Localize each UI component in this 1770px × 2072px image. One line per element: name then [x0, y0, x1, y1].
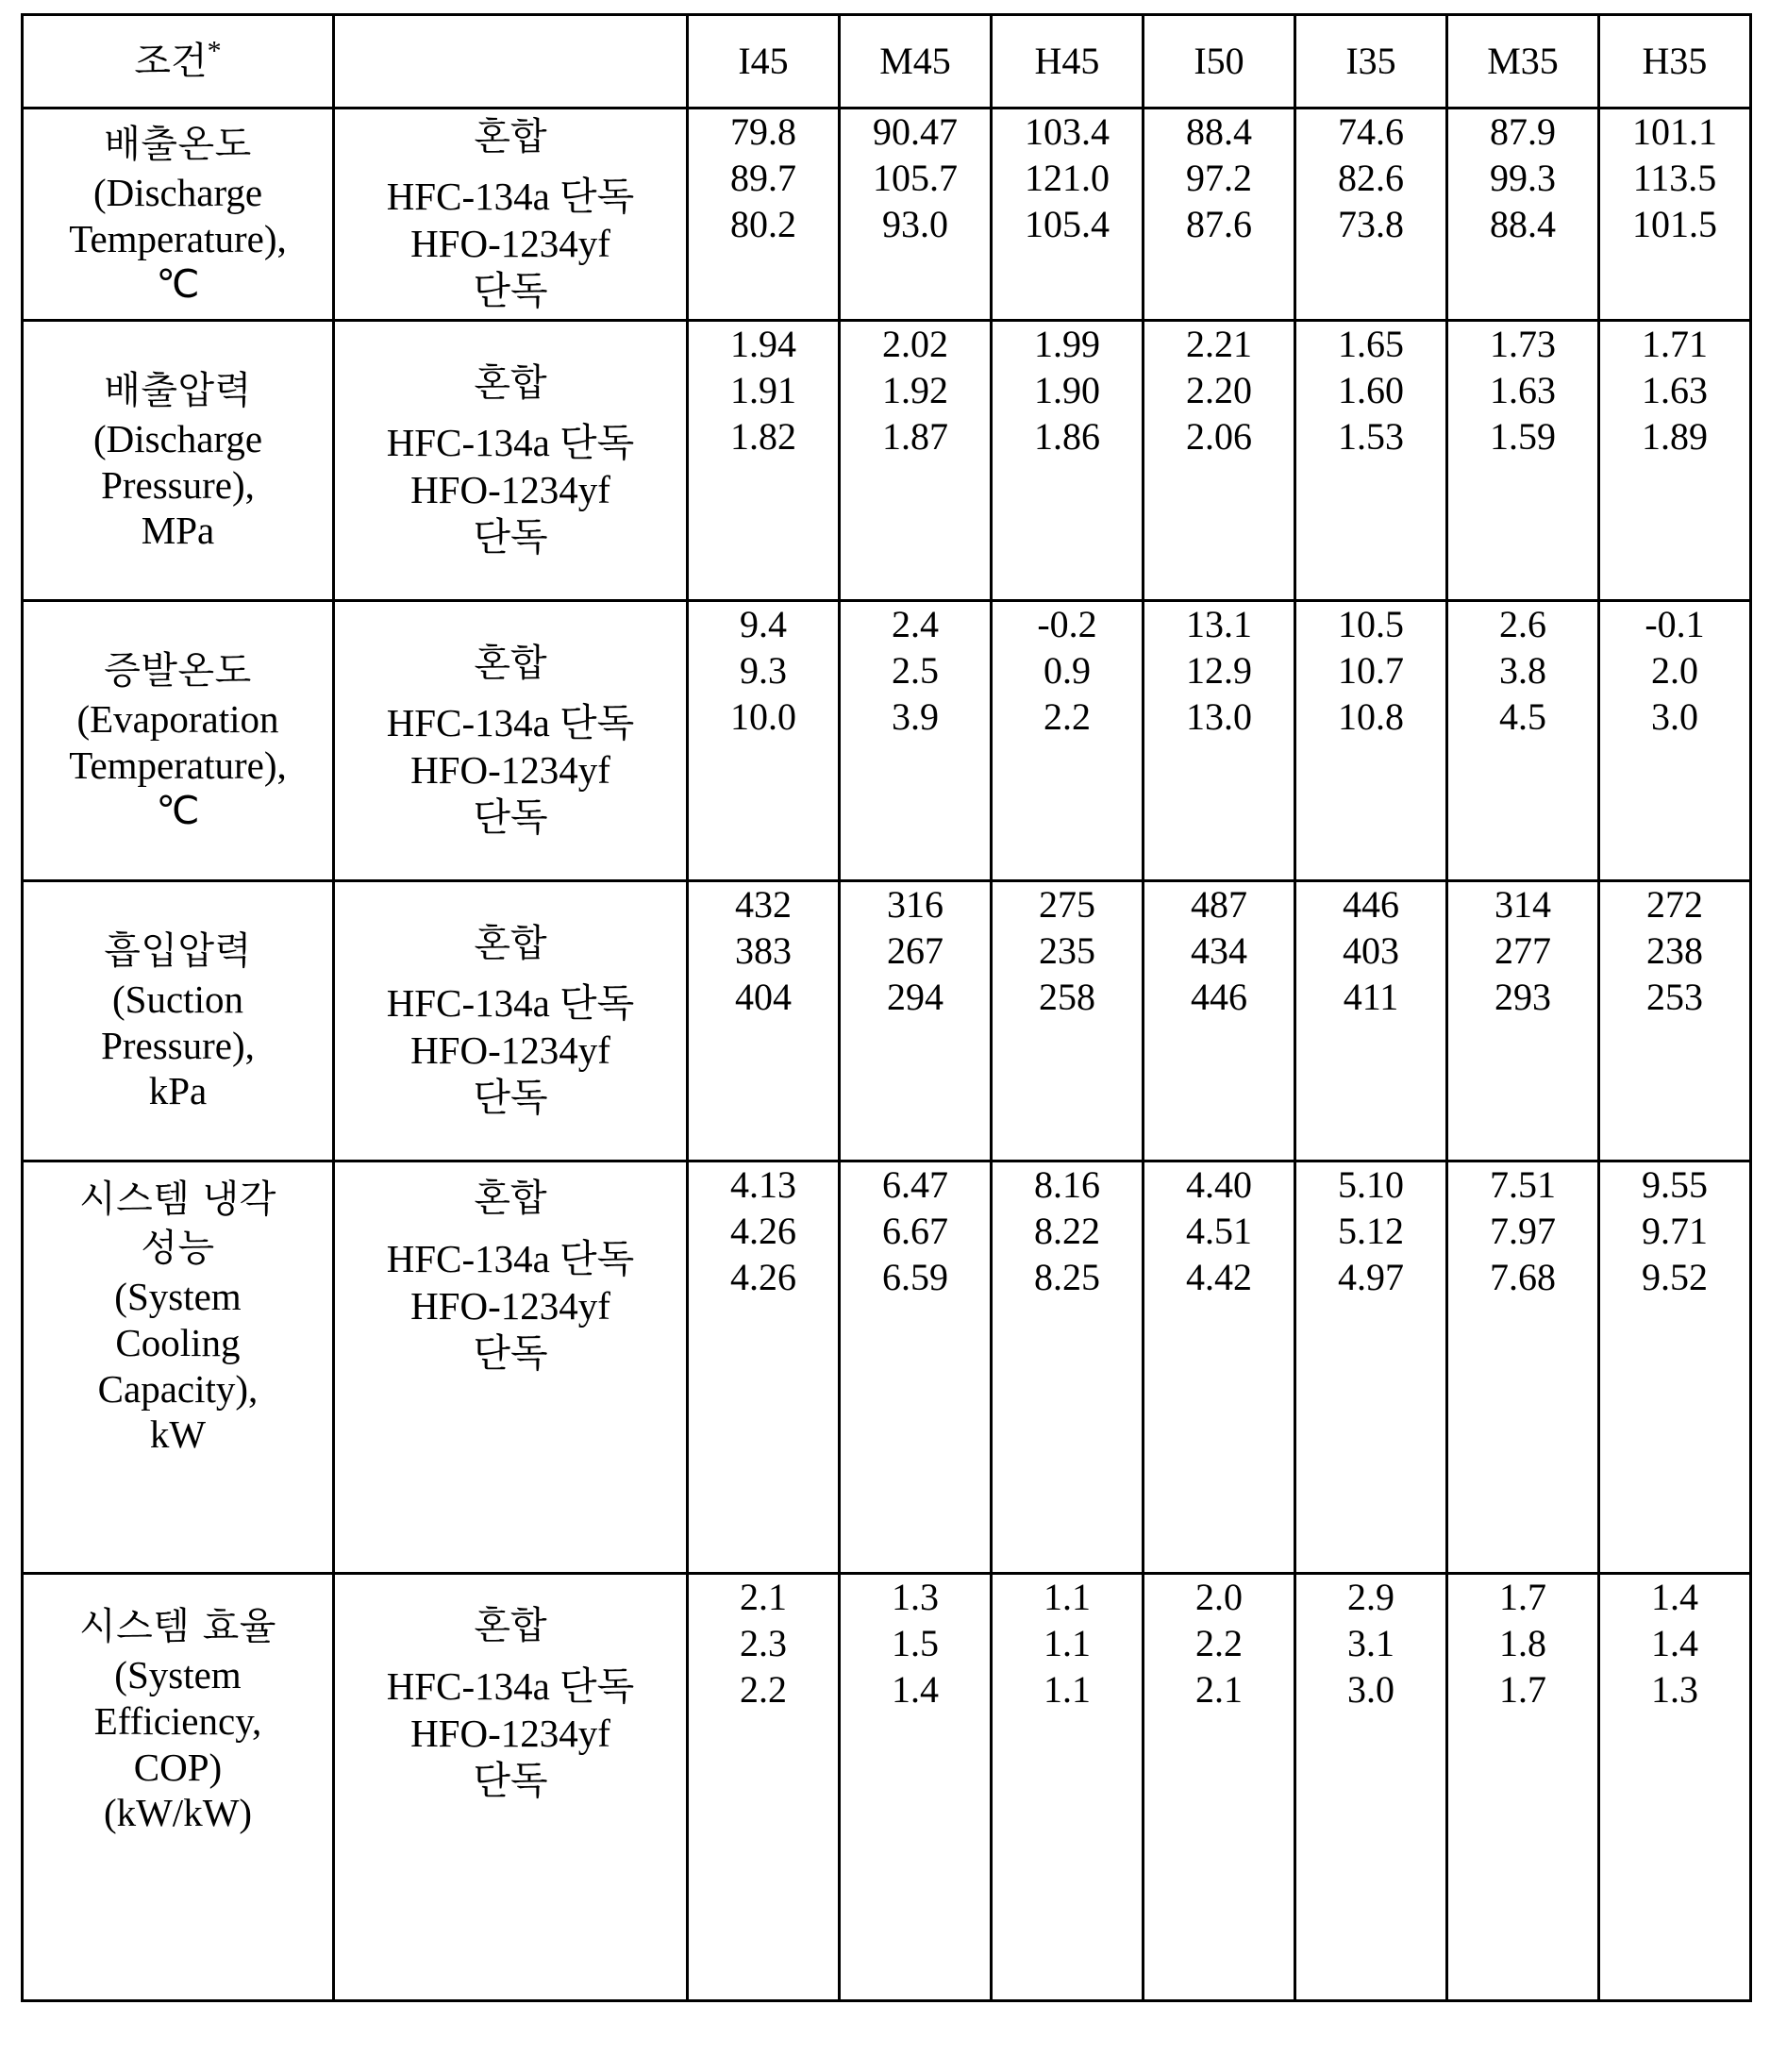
- performance-comparison-table: [21, 13, 1752, 2002]
- header-condition: [23, 15, 334, 109]
- data-value-mixture: 272: [1646, 883, 1703, 926]
- data-cell: [1295, 321, 1447, 601]
- row-label-en: (Suction: [112, 977, 243, 1021]
- data-value-mixture: 1.65: [1338, 323, 1404, 365]
- refrigerant-hfo1234yf-label: HFO-1234yf: [410, 468, 610, 512]
- refrigerant-mixture-label: 혼합: [474, 921, 547, 965]
- data-value-mixture: 446: [1343, 883, 1399, 926]
- data-cell: [1144, 601, 1295, 881]
- data-value-hfo1234yf: 3.9: [892, 694, 939, 738]
- data-value-hfc134a: 0.9: [1044, 648, 1091, 692]
- data-value-hfo1234yf: 1.59: [1490, 414, 1556, 458]
- row-label-en: (System: [114, 1275, 242, 1318]
- data-value-hfo1234yf: 294: [887, 975, 943, 1018]
- data-value-hfo1234yf: 9.52: [1642, 1255, 1708, 1298]
- data-cell: [1447, 1161, 1599, 1574]
- data-value-hfo1234yf: 1.7: [1499, 1667, 1546, 1711]
- data-value-hfo1234yf: 1.82: [730, 414, 796, 458]
- refrigerant-hfo1234yf-label: HFO-1234yf: [410, 748, 610, 793]
- data-cell: [840, 881, 992, 1161]
- data-cell: [1144, 881, 1295, 1161]
- data-value-mixture: 10.5: [1338, 603, 1404, 645]
- table-header: [23, 15, 1751, 109]
- data-value-mixture: 4.40: [1186, 1163, 1252, 1206]
- data-value-hfc134a: 6.67: [882, 1209, 948, 1252]
- data-cell: [688, 321, 840, 601]
- data-value-mixture: 8.16: [1034, 1163, 1100, 1206]
- row-label-ko: 시스템 냉각: [79, 1178, 276, 1221]
- data-value-hfc134a: 12.9: [1186, 648, 1252, 692]
- data-cell: [840, 321, 992, 601]
- refrigerant-hfc134a-label: HFC-134a 단독: [386, 701, 635, 745]
- data-cell: [688, 601, 840, 881]
- table-row: [23, 601, 1751, 881]
- data-value-hfo1234yf: 4.5: [1499, 694, 1546, 738]
- data-cell: [1295, 1161, 1447, 1574]
- data-value-hfc134a: 89.7: [730, 156, 796, 199]
- refrigerant-mixture-label: 혼합: [474, 641, 547, 685]
- data-value-hfc134a: 105.7: [873, 156, 958, 199]
- data-value-mixture: 2.21: [1186, 323, 1252, 365]
- data-cell: [1599, 881, 1751, 1161]
- data-cell: [688, 1161, 840, 1574]
- row-label-cell: [23, 321, 334, 601]
- data-value-hfo1234yf: 2.2: [740, 1667, 787, 1711]
- row-label-en: Temperature),: [69, 743, 287, 787]
- data-value-mixture: 1.73: [1490, 323, 1556, 365]
- refrigerant-mixture-label: 혼합: [474, 1177, 547, 1220]
- data-value-mixture: 79.8: [730, 110, 796, 153]
- data-cell: [1599, 321, 1751, 601]
- row-label-en: ℃: [156, 262, 200, 307]
- data-value-mixture: 1.3: [892, 1576, 939, 1618]
- header-refrigerant: [334, 15, 688, 109]
- table-row: [23, 321, 1751, 601]
- data-value-hfc134a: 9.3: [740, 648, 787, 692]
- data-cell: [1447, 881, 1599, 1161]
- row-label-en: Pressure),: [101, 462, 255, 507]
- refrigerant-hfc134a-label: HFC-134a 단독: [386, 421, 635, 465]
- data-value-hfc134a: 4.26: [730, 1209, 796, 1252]
- data-value-hfc134a: 3.8: [1499, 648, 1546, 692]
- table-row: [23, 109, 1751, 321]
- data-value-hfc134a: 1.60: [1338, 368, 1404, 411]
- data-value-mixture: 1.99: [1034, 323, 1100, 365]
- data-value-hfo1234yf: 13.0: [1186, 694, 1252, 738]
- data-cell: [1144, 1574, 1295, 2001]
- data-value-hfo1234yf: 1.1: [1044, 1667, 1091, 1711]
- data-value-mixture: 316: [887, 883, 943, 926]
- refrigerant-cell: [334, 109, 688, 321]
- table-row: [23, 1574, 1751, 2001]
- refrigerant-cell: [334, 881, 688, 1161]
- refrigerant-cell: [334, 1161, 688, 1574]
- data-value-mixture: 9.4: [740, 603, 787, 645]
- row-label-en: (Discharge: [92, 170, 263, 214]
- data-cell: [992, 321, 1144, 601]
- data-value-hfc134a: 1.63: [1642, 368, 1708, 411]
- data-value-hfo1234yf: 4.97: [1338, 1255, 1404, 1298]
- data-cell: [688, 109, 840, 321]
- data-value-mixture: 13.1: [1186, 603, 1252, 645]
- data-value-mixture: 4.13: [730, 1163, 796, 1206]
- row-label-en: Pressure),: [101, 1023, 255, 1067]
- data-value-hfc134a: 99.3: [1490, 156, 1556, 199]
- data-value-hfo1234yf: 4.42: [1186, 1255, 1252, 1298]
- data-cell: [1447, 1574, 1599, 2001]
- row-label-ko: 흡입압력: [104, 928, 252, 973]
- row-label-en: kPa: [148, 1069, 208, 1113]
- data-value-mixture: 2.02: [882, 323, 948, 365]
- row-label-en: Capacity),: [97, 1366, 259, 1411]
- data-value-mixture: 2.6: [1499, 603, 1546, 645]
- data-value-hfc134a: 1.92: [882, 368, 948, 411]
- refrigerant-hfo1234yf-label-cont: 단독: [473, 795, 548, 840]
- row-label-cell: [23, 601, 334, 881]
- data-value-hfo1234yf: 80.2: [730, 202, 796, 245]
- data-cell: [1599, 1574, 1751, 2001]
- data-value-mixture: 1.7: [1499, 1576, 1546, 1618]
- data-value-hfo1234yf: 73.8: [1338, 202, 1404, 245]
- data-value-hfo1234yf: 1.53: [1338, 414, 1404, 458]
- data-value-mixture: 7.51: [1490, 1163, 1556, 1206]
- row-label-ko: 시스템 효율: [79, 1605, 276, 1648]
- header-col-i45: I45: [688, 15, 840, 109]
- data-value-hfc134a: 1.8: [1499, 1621, 1546, 1664]
- data-cell: [1599, 109, 1751, 321]
- row-label-cell: [23, 881, 334, 1161]
- data-value-hfc134a: 10.7: [1338, 648, 1404, 692]
- data-value-hfo1234yf: 1.87: [882, 414, 948, 458]
- data-value-hfc134a: 267: [887, 928, 943, 972]
- data-value-hfc134a: 1.4: [1651, 1621, 1698, 1664]
- row-label-ko: 증발온도: [104, 648, 252, 693]
- table-body: [23, 109, 1751, 2001]
- row-label-cell: [23, 109, 334, 321]
- data-value-hfc134a: 113.5: [1632, 156, 1717, 199]
- refrigerant-hfo1234yf-label-cont: 단독: [473, 1758, 548, 1802]
- data-cell: [992, 881, 1144, 1161]
- data-value-hfo1234yf: 88.4: [1490, 202, 1556, 245]
- data-value-hfo1234yf: 446: [1191, 975, 1247, 1018]
- data-value-mixture: 314: [1494, 883, 1551, 926]
- data-value-mixture: 2.4: [892, 603, 939, 645]
- header-col-m45: M45: [840, 15, 992, 109]
- refrigerant-hfo1234yf-label: HFO-1234yf: [410, 1711, 610, 1755]
- data-value-hfc134a: 235: [1039, 928, 1095, 972]
- data-value-hfo1234yf: 87.6: [1186, 202, 1252, 245]
- data-value-hfc134a: 238: [1646, 928, 1703, 972]
- data-value-hfc134a: 2.5: [892, 648, 939, 692]
- data-value-mixture: 5.10: [1338, 1163, 1404, 1206]
- data-value-mixture: 2.1: [740, 1576, 787, 1618]
- row-label-en: Cooling: [115, 1320, 241, 1364]
- data-value-mixture: -0.2: [1037, 603, 1097, 645]
- data-value-hfc134a: 9.71: [1642, 1209, 1708, 1252]
- data-value-mixture: 2.9: [1347, 1576, 1394, 1618]
- data-value-hfo1234yf: 293: [1494, 975, 1551, 1018]
- refrigerant-hfo1234yf-label-cont: 단독: [473, 1330, 548, 1375]
- data-cell: [1295, 109, 1447, 321]
- data-cell: [992, 601, 1144, 881]
- refrigerant-hfc134a-label: HFC-134a 단독: [386, 981, 635, 1026]
- data-cell: [1144, 1161, 1295, 1574]
- header-col-h35: H35: [1599, 15, 1751, 109]
- table-row: [23, 1161, 1751, 1574]
- data-value-hfc134a: 8.22: [1034, 1209, 1100, 1252]
- data-value-hfo1234yf: 2.06: [1186, 414, 1252, 458]
- refrigerant-hfc134a-label: HFC-134a 단독: [386, 1663, 635, 1708]
- data-value-hfo1234yf: 411: [1343, 975, 1399, 1018]
- data-cell: [840, 1161, 992, 1574]
- header-col-i35: I35: [1295, 15, 1447, 109]
- data-cell: [1599, 1161, 1751, 1574]
- data-value-mixture: 275: [1039, 883, 1095, 926]
- data-value-hfo1234yf: 10.8: [1338, 694, 1404, 738]
- table-row: [23, 881, 1751, 1161]
- data-value-mixture: 1.94: [730, 323, 796, 365]
- data-value-hfc134a: 403: [1343, 928, 1399, 972]
- refrigerant-cell: [334, 601, 688, 881]
- refrigerant-cell: [334, 1574, 688, 2001]
- data-value-mixture: 6.47: [882, 1163, 948, 1206]
- data-value-hfc134a: 5.12: [1338, 1209, 1404, 1252]
- data-value-hfc134a: 1.5: [892, 1621, 939, 1664]
- data-value-hfo1234yf: 258: [1039, 975, 1095, 1018]
- data-value-hfo1234yf: 101.5: [1632, 202, 1717, 245]
- row-label-en: Temperature),: [69, 216, 287, 260]
- data-cell: [1295, 881, 1447, 1161]
- refrigerant-mixture-label: 혼합: [474, 360, 547, 405]
- data-cell: [840, 601, 992, 881]
- data-value-hfc134a: 82.6: [1338, 156, 1404, 199]
- data-value-mixture: 87.9: [1490, 110, 1556, 153]
- row-label-ko: 성능: [141, 1227, 215, 1270]
- data-value-hfc134a: 2.0: [1651, 648, 1698, 692]
- data-cell: [992, 1574, 1144, 2001]
- row-label-ko: 배출온도: [104, 122, 252, 166]
- data-value-hfc134a: 2.20: [1186, 368, 1252, 411]
- data-cell: [1447, 109, 1599, 321]
- data-value-hfc134a: 4.51: [1186, 1209, 1252, 1252]
- refrigerant-hfo1234yf-label: HFO-1234yf: [410, 222, 610, 266]
- refrigerant-mixture-label: 혼합: [474, 114, 547, 159]
- row-label-en: kW: [149, 1412, 207, 1457]
- data-value-mixture: 1.1: [1044, 1576, 1091, 1618]
- row-label-en: COP): [133, 1745, 223, 1789]
- refrigerant-hfo1234yf-label-cont: 단독: [473, 269, 548, 313]
- data-value-mixture: 1.4: [1651, 1576, 1698, 1618]
- data-cell: [688, 1574, 840, 2001]
- row-label-en: ℃: [156, 789, 200, 833]
- data-value-hfo1234yf: 3.0: [1651, 694, 1698, 738]
- data-value-hfo1234yf: 404: [735, 975, 792, 1018]
- refrigerant-hfc134a-label: HFC-134a 단독: [386, 175, 635, 219]
- row-label-cell: [23, 1161, 334, 1574]
- data-value-mixture: 487: [1191, 883, 1247, 926]
- data-value-hfc134a: 1.63: [1490, 368, 1556, 411]
- refrigerant-hfo1234yf-label: HFO-1234yf: [410, 1028, 610, 1073]
- data-value-hfo1234yf: 1.3: [1651, 1667, 1698, 1711]
- data-value-mixture: 88.4: [1186, 110, 1252, 153]
- row-label-ko: 배출압력: [104, 368, 252, 412]
- row-label-en: (System: [114, 1653, 242, 1696]
- data-value-hfo1234yf: 10.0: [730, 694, 796, 738]
- row-label-en: Efficiency,: [93, 1698, 262, 1743]
- header-condition-label: 조건: [134, 39, 208, 82]
- row-label-en: MPa: [141, 509, 215, 553]
- data-value-mixture: 74.6: [1338, 110, 1404, 153]
- refrigerant-mixture-label: 혼합: [474, 1604, 547, 1647]
- data-value-hfo1234yf: 253: [1646, 975, 1703, 1018]
- data-value-hfo1234yf: 2.2: [1044, 694, 1091, 738]
- data-cell: [1295, 601, 1447, 881]
- data-value-hfc134a: 1.90: [1034, 368, 1100, 411]
- data-value-mixture: 1.71: [1642, 323, 1708, 365]
- data-value-mixture: 2.0: [1195, 1576, 1243, 1618]
- data-cell: [688, 881, 840, 1161]
- data-value-mixture: -0.1: [1645, 603, 1705, 645]
- data-cell: [1599, 601, 1751, 881]
- data-cell: [1295, 1574, 1447, 2001]
- data-cell: [840, 109, 992, 321]
- data-cell: [840, 1574, 992, 2001]
- header-col-i50: I50: [1144, 15, 1295, 109]
- data-cell: [1447, 321, 1599, 601]
- refrigerant-hfo1234yf-label-cont: 단독: [473, 1076, 548, 1120]
- row-label-cell: [23, 1574, 334, 2001]
- row-label-en: (kW/kW): [103, 1791, 253, 1835]
- data-cell: [1447, 601, 1599, 881]
- row-label-en: (Discharge: [92, 416, 263, 460]
- data-value-hfo1234yf: 1.4: [892, 1667, 939, 1711]
- data-value-hfc134a: 434: [1191, 928, 1247, 972]
- row-label-en: (Evaporation: [76, 696, 279, 741]
- refrigerant-cell: [334, 321, 688, 601]
- data-cell: [1144, 109, 1295, 321]
- data-value-hfc134a: 383: [735, 928, 792, 972]
- data-value-hfo1234yf: 1.89: [1642, 414, 1708, 458]
- header-col-h45: H45: [992, 15, 1144, 109]
- data-value-mixture: 432: [735, 883, 792, 926]
- header-row: [23, 15, 1751, 109]
- refrigerant-hfc134a-label: HFC-134a 단독: [386, 1236, 635, 1280]
- data-value-hfo1234yf: 105.4: [1025, 202, 1110, 245]
- data-value-hfc134a: 2.2: [1195, 1621, 1243, 1664]
- data-value-hfc134a: 121.0: [1025, 156, 1110, 199]
- refrigerant-hfo1234yf-label: HFO-1234yf: [410, 1283, 610, 1328]
- data-value-hfc134a: 277: [1494, 928, 1551, 972]
- data-value-mixture: 101.1: [1632, 110, 1717, 153]
- data-value-hfo1234yf: 4.26: [730, 1255, 796, 1298]
- data-value-hfc134a: 97.2: [1186, 156, 1252, 199]
- refrigerant-hfo1234yf-label-cont: 단독: [473, 515, 548, 560]
- header-condition-asterisk: *: [207, 35, 222, 67]
- data-value-hfo1234yf: 2.1: [1195, 1667, 1243, 1711]
- data-cell: [992, 1161, 1144, 1574]
- data-value-hfo1234yf: 8.25: [1034, 1255, 1100, 1298]
- data-value-hfo1234yf: 6.59: [882, 1255, 948, 1298]
- data-value-mixture: 103.4: [1025, 110, 1110, 153]
- header-col-m35: M35: [1447, 15, 1599, 109]
- data-cell: [1144, 321, 1295, 601]
- data-value-mixture: 9.55: [1642, 1163, 1708, 1206]
- data-value-hfo1234yf: 3.0: [1347, 1667, 1394, 1711]
- data-value-hfc134a: 1.1: [1044, 1621, 1091, 1664]
- data-value-hfc134a: 3.1: [1347, 1621, 1394, 1664]
- data-value-hfc134a: 1.91: [730, 368, 796, 411]
- data-value-hfo1234yf: 1.86: [1034, 414, 1100, 458]
- data-value-hfo1234yf: 7.68: [1490, 1255, 1556, 1298]
- data-value-hfc134a: 7.97: [1490, 1209, 1556, 1252]
- data-value-mixture: 90.47: [873, 110, 958, 153]
- data-value-hfc134a: 2.3: [740, 1621, 787, 1664]
- data-cell: [992, 109, 1144, 321]
- data-value-hfo1234yf: 93.0: [882, 202, 948, 245]
